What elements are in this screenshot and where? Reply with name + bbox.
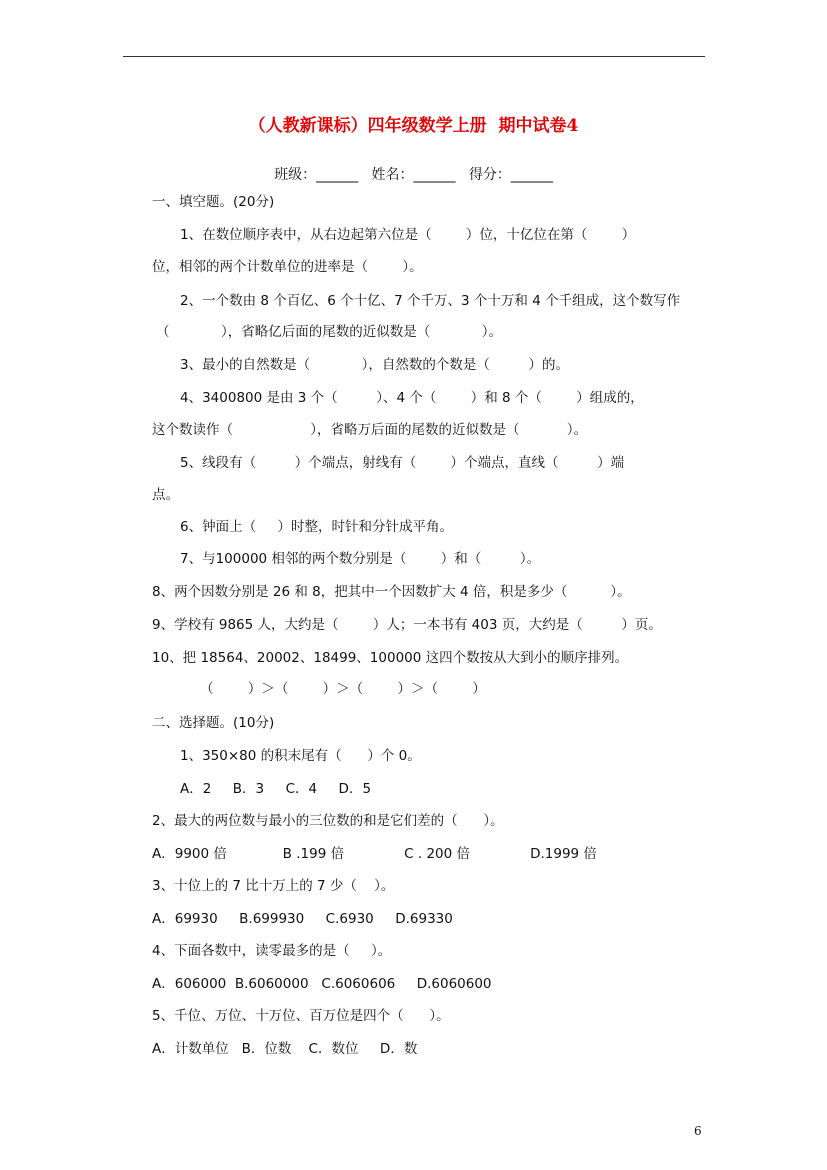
- exam-text-line: 3、十位上的 7 比十万上的 7 少（ ）。: [152, 878, 395, 894]
- exam-text-line: A．计数单位 B．位数 C．数位 D．数: [152, 1041, 418, 1057]
- exam-text-line: 3、最小的自然数是（ ），自然数的个数是（ ）的。: [180, 357, 569, 373]
- exam-text-line: （ ），省略亿后面的尾数的近似数是（ ）。: [156, 324, 502, 340]
- exam-text-line: A．606000 B.6060000 C.6060606 D.6060600: [152, 976, 492, 992]
- exam-text-line: 1、350×80 的积末尾有（ ）个 0。: [180, 748, 421, 764]
- exam-text-line: 这个数读作（ ），省略万后面的尾数的近似数是（ ）。: [152, 422, 587, 438]
- exam-text-line: A．69930 B.699930 C.6930 D.69330: [152, 911, 453, 927]
- exam-text-line: 位，相邻的两个计数单位的进率是（ ）。: [152, 259, 423, 275]
- exam-title: （人教新课标）四年级数学上册 期中试卷4: [248, 116, 579, 136]
- exam-text-line: 8、两个因数分别是 26 和 8，把其中一个因数扩大 4 倍，积是多少（ ）。: [152, 584, 631, 600]
- exam-text-line: A．9900 倍 B .199 倍 C . 200 倍 D.1999 倍: [152, 846, 597, 862]
- exam-text-line: 7、与100000 相邻的两个数分别是（ ）和（ ）。: [180, 551, 541, 567]
- exam-text-line: 9、学校有 9865 人，大约是（ ）人；一本书有 403 页，大约是（ ）页。: [152, 617, 662, 633]
- header-rule: [123, 56, 705, 57]
- exam-text-line: 一、填空题。(20分): [152, 194, 275, 210]
- exam-text-line: 1、在数位顺序表中，从右边起第六位是（ ）位，十亿位在第（ ）: [180, 227, 636, 243]
- exam-text-line: 4、下面各数中，读零最多的是（ ）。: [152, 943, 392, 959]
- exam-text-line: 5、千位、万位、十万位、百万位是四个（ ）。: [152, 1008, 450, 1024]
- page-number: 6: [694, 1124, 702, 1138]
- exam-text-line: 6、钟面上（ ）时整，时针和分针成平角。: [180, 519, 454, 535]
- exam-text-line: 2、一个数由 8 个百亿、6 个十亿、7 个千万、3 个十万和 4 个千组成，这个数写作: [180, 293, 681, 309]
- exam-text-line: A．2 B．3 C．4 D．5: [180, 781, 372, 797]
- exam-text-line: 点。: [152, 487, 179, 503]
- exam-text-line: 5、线段有（ ）个端点，射线有（ ）个端点，直线（ ）端: [180, 455, 625, 471]
- exam-text-line: 10、把 18564、20002、18499、100000 这四个数按从大到小的顺序排列。: [152, 650, 629, 666]
- exam-text-line: 二、选择题。(10分): [152, 715, 275, 731]
- exam-text-line: 4、3400800 是由 3 个（ ）、4 个（ ）和 8 个（ ）组成的，: [180, 390, 644, 406]
- exam-text-line: 2、最大的两位数与最小的三位数的和是它们差的（ ）。: [152, 813, 504, 829]
- exam-text-line: （ ）＞（ ）＞（ ）＞（ ）: [200, 681, 486, 697]
- student-info-line: 班级：______ 姓名：______ 得分：______: [274, 167, 553, 183]
